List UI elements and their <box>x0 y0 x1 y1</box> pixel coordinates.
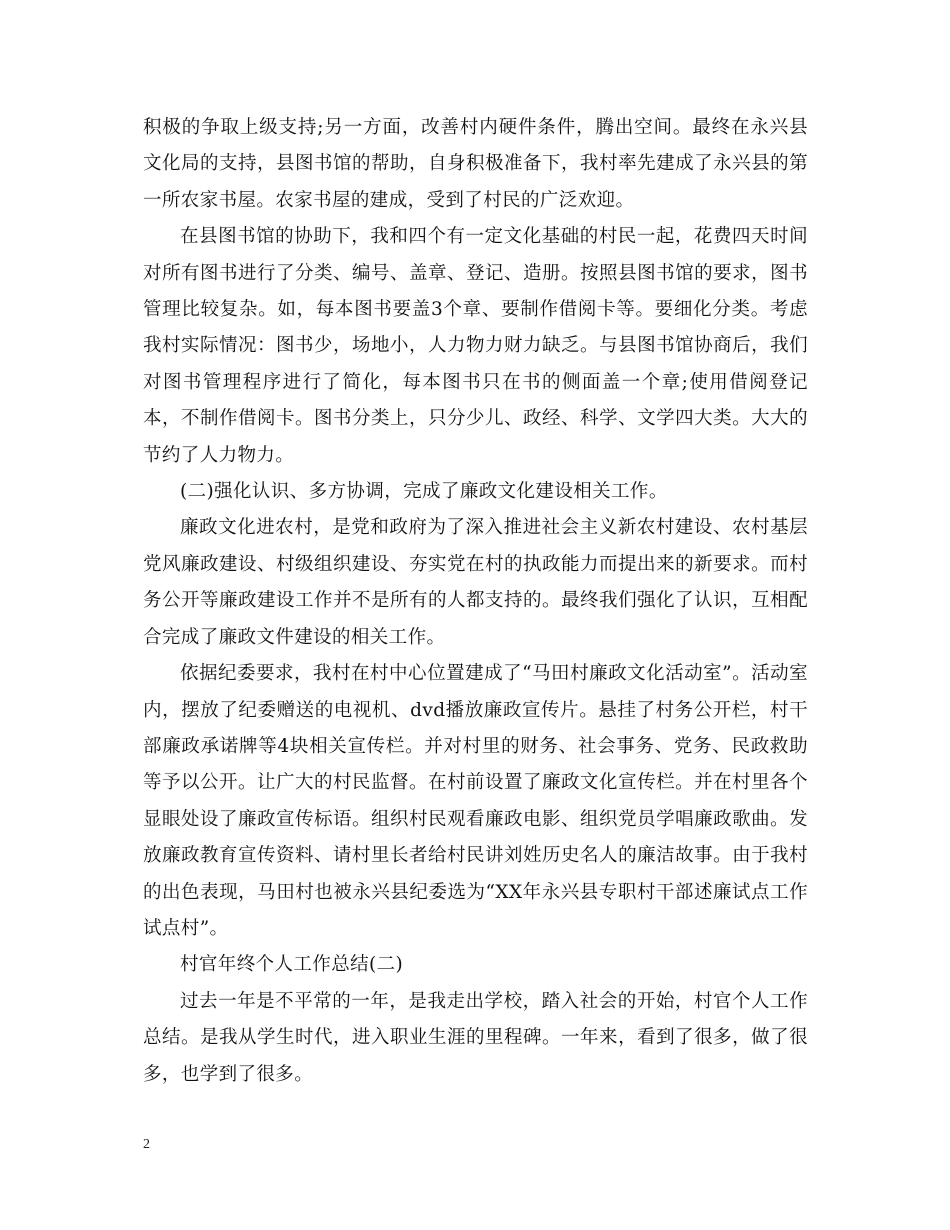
document-body <box>143 110 808 1093</box>
section-title-summary-two: 村官年终个人工作总结(二) <box>180 954 404 976</box>
paragraph-library-cataloging: 在县图书馆的协助下，我和四个有一定文化基础的村民一起，花费四天时间对所有图书进行了分类、编号、盖章、登记、造册。按照县图书馆的要求，图书管理比较复杂。如，每本图书要盖3个章、要制作借阅卡等。要细化分类。考虑我村实际情况：图书少，场地小，人力物力财力缺乏。与县图书馆协商后，我们对图书管理程序进行了简化，每本图书只在书的侧面盖一个章;使用借阅登记本，不制作借阅卡。图书分类上，只分少儿、政经、科学、文学四大类。大大的节约了人力物力。 <box>143 226 808 466</box>
paragraph-continuation: 积极的争取上级支持;另一方面，改善村内硬件条件，腾出空间。最终在永兴县文化局的支持，县图书馆的帮助，自身积极准备下，我村率先建成了永兴县的第一所农家书屋。农家书屋的建成，受到了村民的广泛欢迎。 <box>143 117 808 211</box>
section-heading-integrity-culture: (二)强化认识、多方协调，完成了廉政文化建设相关工作。 <box>180 481 668 503</box>
paragraph-integrity-culture: 廉政文化进农村，是党和政府为了深入推进社会主义新农村建设、农村基层党风廉政建设、村级组织建设、夯实党在村的执政能力而提出来的新要求。而村务公开等廉政建设工作并不是所有的人都支持的。最终我们强化了认识，互相配合完成了廉政文件建设的相关工作。 <box>143 517 808 648</box>
paragraph-activity-room: 依据纪委要求，我村在村中心位置建成了“马田村廉政文化活动室”。活动室内，摆放了纪委赠送的电视机、dvd播放廉政宣传片。悬挂了村务公开栏，村干部廉政承诺牌等4块相关宣传栏。并对村里的财务、社会事务、党务、民政救助等予以公开。让广大的村民监督。在村前设置了廉政文化宣传栏。并在村里各个显眼处设了廉政宣传标语。组织村民观看廉政电影、组织党员学唱廉政歌曲。发放廉政教育宣传资料、请村里长者给村民讲刘姓历史名人的廉洁故事。由于我村的出色表现，马田村也被永兴县纪委选为“XX年永兴县专职村干部述廉试点工作试点村”。 <box>143 663 808 939</box>
page-number: 2 <box>143 1137 150 1152</box>
paragraph-past-year: 过去一年是不平常的一年，是我走出学校，踏入社会的开始，村官个人工作总结。是我从学生时代，进入职业生涯的里程碑。一年来，看到了很多，做了很多，也学到了很多。 <box>143 990 808 1085</box>
